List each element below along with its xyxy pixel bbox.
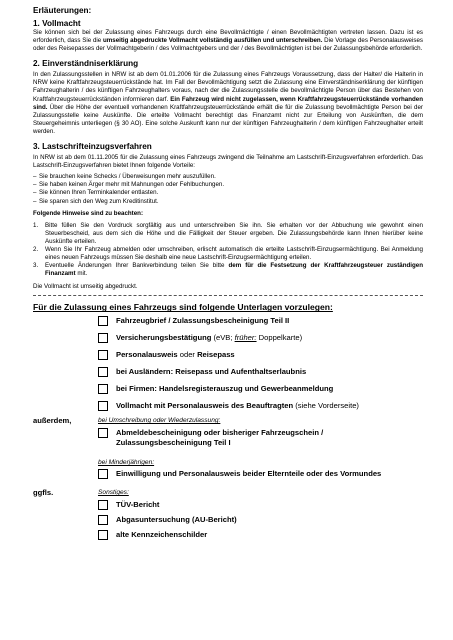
checkbox[interactable] <box>98 367 108 377</box>
section-3-title: 3. Lastschrifteinzugsverfahren <box>33 142 152 152</box>
checkbox[interactable] <box>98 469 108 479</box>
checkbox[interactable] <box>98 333 108 343</box>
ausserdem-condition: außerdem, bei Umschreibung oder Wiederzulassung: <box>33 416 221 426</box>
checkbox[interactable] <box>98 530 108 540</box>
list-item: 3. Eventuelle Änderungen Ihrer Bankverbindung teilen Sie bitte dem für die Festsetzung der Kraftfahrzeugsteuer zuständigen Finanzamt mit. <box>33 262 423 278</box>
documents-list <box>33 316 423 545</box>
document-item: Personalausweis oder Reisepass <box>33 350 423 367</box>
document-item: Vollmacht mit Personalausweis des Beauftragten (siehe Vorderseite) <box>33 401 423 418</box>
page-title: Erläuterungen: <box>33 6 92 15</box>
document-item: bei Ausländern: Reisepass und Aufenthaltserlaubnis <box>33 367 423 384</box>
vollmacht-note: Die Vollmacht ist umseitig abgedruckt. <box>33 283 138 291</box>
section-2-title: 2. Einverständniserklärung <box>33 59 139 69</box>
list-item: – Sie sparen sich den Weg zum Kreditinstitut. <box>33 198 423 206</box>
list-item: 1. Bitte füllen Sie den Vordruck sorgfältig aus und unterschreiben Sie ihn. Sie erhalten vor der Abbuchung wie gewohnt einen Steuerbescheid, aus dem sich die Höhe und die Fälligkeit der Steuer ergeben. Die Zulassungsbehörde kann Ihnen hierüber keine Auskünfte erteilen. <box>33 221 423 245</box>
checkbox[interactable] <box>98 428 108 438</box>
document-item: Einwilligung und Personalausweis beider Elternteile oder des Vormundes <box>33 469 423 486</box>
hints-title: Folgende Hinweise sind zu beachten: <box>33 209 144 217</box>
checkbox[interactable] <box>98 515 108 525</box>
documents-heading: Für die Zulassung eines Fahrzeugs sind folgende Unterlagen vorzulegen: <box>33 302 333 313</box>
separator-line <box>33 295 423 296</box>
section-1-text: Sie können sich bei der Zulassung eines Fahrzeugs durch eine Bevollmächtigte / einen Bevollmächtigten vertreten lassen. Dazu ist es erforderlich, dass Sie die umseitig abgedruckte Vollmacht vollständig ausfüllen und unterschreiben. Die Vorlage des Personalausweises oder des Reisepasses der Vollmachtgeberin / des Vollmachtgebers und der / des Bevollmächtigten ist bei der Zulassungsbehörde erforderlich. <box>33 29 423 53</box>
document-item: Versicherungsbestätigung (eVB; früher: Doppelkarte) <box>33 333 423 350</box>
list-item: – Sie haben keinen Ärger mehr mit Mahnungen oder Fehlbuchungen. <box>33 181 423 189</box>
checkbox[interactable] <box>98 350 108 360</box>
section-2-text: In den Zulassungsstellen in NRW ist ab dem 01.01.2006 für die Zulassung eines Fahrzeugs Voraussetzung, dass der Halter/ die Halterin in NRW keine Kraftfahrzeugsteuerrückstände hat. Im Fall der Bevollmächtigung setzt die Zulassung eine Einverständniserklärung der künftigen Fahrzeughalterin / des künftigen Fahrzeughalters voraus, nach der die Zulassungsstelle die bevollmächtigte Person über das Bestehen von Kraftfahrzeugsteuerrückständen informieren darf. Ein Fahrzeug wird nicht zugelassen, wenn Kraftfahrzeugsteuerrückstände vorhanden sind. Über die Höhe der eventuell vorhandenen Kraftfahrzeugsteuerrückstände erhält die für die Zulassung bevollmächtigte Person bei der Zulassungsstelle keine Auskünfte. Die erteilte Vollmacht berechtigt das Finanzamt nicht zur Erteilung von Auskünften, die dem Steuergeheimnis unterliegen (§ 30 AO). Eine solche Auskunft kann nur der künftigen Fahrzeughalterin / dem künftigen Fahrzeughalter erteilt werden. <box>33 71 423 135</box>
checkbox[interactable] <box>98 500 108 510</box>
checkbox[interactable] <box>98 401 108 411</box>
document-item: TÜV-Bericht <box>33 500 423 515</box>
list-item: – Sie können Ihren Terminkalender entlasten. <box>33 189 423 197</box>
other-condition: ggfls. Sonstiges: <box>33 488 129 498</box>
list-item: 2. Wenn Sie Ihr Fahrzeug abmelden oder umschreiben, erlischt automatisch die erteilte Lastschrift-Einzugsermächtigung. Bei Anmeldung eines neuen Fahrzeugs müssen Sie deshalb eine neue Lastschrift-Einzugsermächtigung erteilen. <box>33 245 423 262</box>
benefits-list <box>33 173 423 205</box>
document-item: Fahrzeugbrief / Zulassungsbescheinigung Teil II <box>33 316 423 333</box>
document-item: bei Firmen: Handelsregisterauszug und Gewerbeanmeldung <box>33 384 423 401</box>
document-item: alte Kennzeichenschilder <box>33 530 423 545</box>
minor-condition: bei Minderjährigen: <box>98 459 155 467</box>
checkbox[interactable] <box>98 316 108 326</box>
list-item: – Sie brauchen keine Schecks / Überweisungen mehr auszufüllen. <box>33 173 423 181</box>
hints-list <box>33 222 423 279</box>
document-item: Abgasuntersuchung (AU-Bericht) <box>33 515 423 530</box>
document-item: Abmeldebescheinigung oder bisheriger Fahrzeugschein / Zulassungsbescheinigung Teil I <box>33 428 423 454</box>
section-1-title: 1. Vollmacht <box>33 19 81 28</box>
section-3-intro: In NRW ist ab dem 01.11.2005 für die Zulassung eines Fahrzeugs zwingend die Teilnahme am Lastschrift-Einzugsverfahren erforderlich. Das Lastschrift-Einzugsverfahren bietet Ihnen folgende Vorteile: <box>33 154 423 170</box>
checkbox[interactable] <box>98 384 108 394</box>
